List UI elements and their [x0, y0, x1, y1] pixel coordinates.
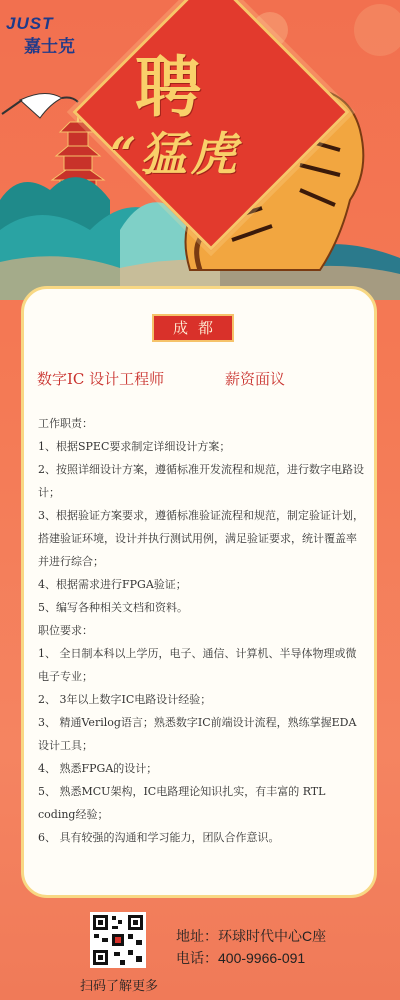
- phone-text[interactable]: 电话：400-9966-091: [176, 950, 306, 966]
- logo-text-en: JUST: [6, 14, 54, 33]
- description-line: 2、 3年以上数字IC电路设计经验；: [38, 693, 212, 706]
- description-line: 职位要求：: [38, 624, 93, 637]
- hero-banner: [0, 0, 400, 300]
- job-title: 数字IC 设计工程师: [37, 370, 165, 388]
- qr-code-icon[interactable]: [90, 912, 146, 968]
- description-line: 工作职责：: [38, 417, 93, 430]
- salary-text: 薪资面议: [225, 370, 286, 388]
- qr-caption: 扫码了解更多: [80, 978, 159, 993]
- hero-title: 聘: [135, 48, 201, 126]
- description-line: 5、编写各种相关文档和资料。: [38, 601, 188, 614]
- description-line: 1、根据SPEC要求制定详细设计方案；: [38, 440, 231, 453]
- address-text: 地址：环球时代中心C座: [176, 928, 327, 944]
- job-description: [38, 412, 364, 849]
- crane-icon: [2, 93, 78, 118]
- description-line: 3、根据验证方案要求，遵循标准验证流程和规范，制定验证计划，搭建验证环境，设计并执行测试用例，满足验证要求，统计覆盖率并进行综合；: [38, 509, 364, 568]
- description-line: 2、按照详细设计方案，遵循标准开发流程和规范，进行数字电路设计；: [38, 463, 364, 499]
- description-line: 3、 精通Verilog语言；熟悉数字IC前端设计流程，熟练掌握EDA设计工具；: [38, 716, 357, 752]
- company-logo: [6, 14, 96, 58]
- description-line: 4、 熟悉FPGA的设计；: [38, 762, 158, 775]
- description-line: 1、 全日制本科以上学历，电子、通信、计算机、半导体物理或微电子专业；: [38, 647, 357, 683]
- description-line: 5、 熟悉MCU架构，IC电路理论知识扎实，有丰富的 RTL coding经验；: [38, 785, 326, 821]
- description-line: 4、根据需求进行FPGA验证；: [38, 578, 187, 591]
- description-line: 6、 具有较强的沟通和学习能力，团队合作意识。: [38, 831, 280, 844]
- logo-text-cn: 嘉士克: [24, 37, 75, 56]
- city-badge: 成都: [152, 314, 234, 342]
- hero-subtitle: “猛虎: [110, 127, 241, 181]
